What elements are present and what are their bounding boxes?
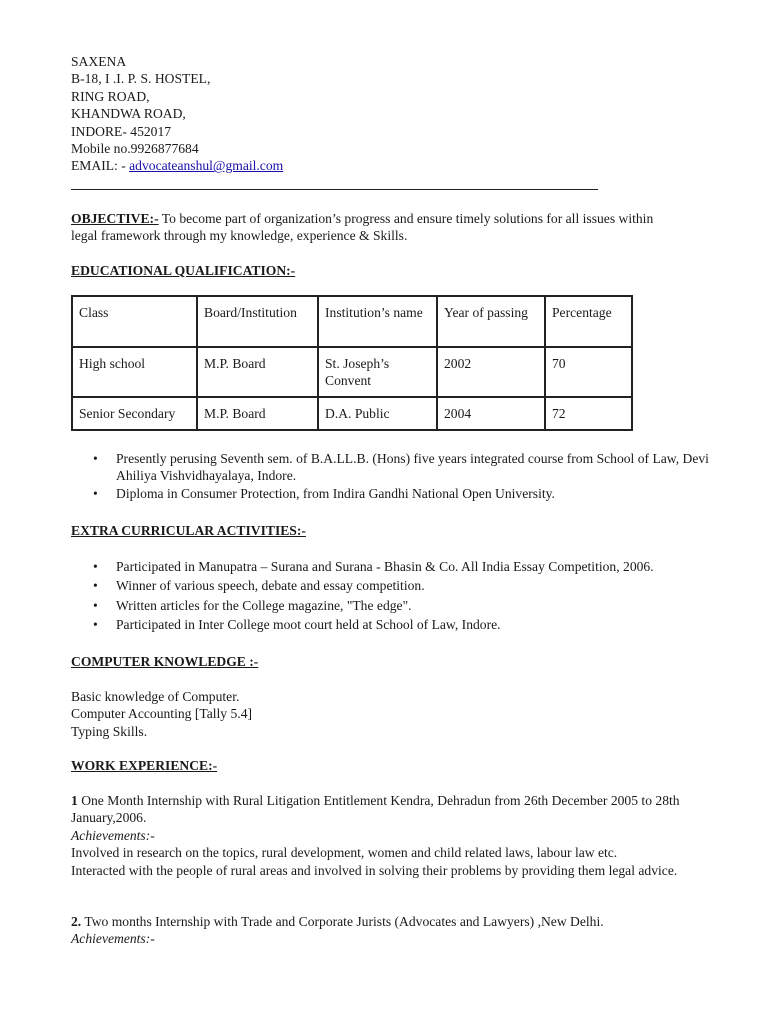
objective-text-2: legal framework through my knowledge, experience & Skills. bbox=[71, 228, 408, 244]
header-cell: Board/Institution bbox=[197, 296, 318, 347]
achievement-text: Involved in research on the topics, rural development, women and child related laws, labour law etc. bbox=[71, 845, 618, 861]
header-cell: Percentage bbox=[545, 296, 632, 347]
table-cell: M.P. Board bbox=[197, 347, 318, 397]
work-item-1 bbox=[71, 792, 721, 879]
table-cell: D.A. Public bbox=[318, 397, 437, 430]
education-table bbox=[71, 295, 633, 431]
item-text: Two months Internship with Trade and Corporate Jurists (Advocates and Lawyers) ,New Delhi. bbox=[81, 914, 604, 929]
education-table-wrap bbox=[71, 295, 633, 431]
table-cell: 2002 bbox=[437, 347, 545, 397]
email-label: EMAIL: - bbox=[71, 158, 130, 174]
header-cell: Institution’s name bbox=[318, 296, 437, 347]
computer-heading: COMPUTER KNOWLEDGE :- bbox=[71, 654, 259, 669]
list-item: • Participated in Manupatra – Surana and Surana - Bhasin & Co. All India Essay Competition, 2006. bbox=[71, 558, 712, 575]
table-row bbox=[72, 397, 632, 430]
header-cell: Class bbox=[72, 296, 197, 347]
email-line bbox=[71, 157, 283, 174]
list-item: • Diploma in Consumer Protection, from Indira Gandhi National Open University. bbox=[71, 485, 712, 502]
table-cell: High school bbox=[72, 347, 197, 397]
list-item: • Written articles for the College magazine, "The edge". bbox=[71, 597, 712, 614]
separator-rule bbox=[71, 189, 598, 190]
computer-line: Typing Skills. bbox=[71, 723, 148, 739]
email-link[interactable]: advocateanshul@gmail.com bbox=[129, 158, 284, 174]
address-line-3: KHANDWA ROAD, bbox=[71, 106, 186, 122]
list-item: • Winner of various speech, debate and essay competition. bbox=[71, 577, 712, 594]
table-cell: Senior Secondary bbox=[72, 397, 197, 430]
table-row bbox=[72, 347, 632, 397]
extra-bullets bbox=[71, 558, 712, 634]
item-number: 1 bbox=[71, 793, 78, 808]
contact-block bbox=[71, 53, 283, 175]
computer-line: Computer Accounting [Tally 5.4] bbox=[71, 706, 253, 722]
list-item: • Participated in Inter College moot court held at School of Law, Indore. bbox=[71, 616, 712, 633]
objective-text: To become part of organization’s progress and ensure timely solutions for all issues within bbox=[158, 211, 654, 226]
list-item: • Presently perusing Seventh sem. of B.A.LL.B. (Hons) five years integrated course from School of Law, Devi Ahiliya Vishvidhayalaya, Indore. bbox=[71, 450, 712, 485]
table-cell: M.P. Board bbox=[197, 397, 318, 430]
item-number: 2. bbox=[71, 914, 82, 929]
education-heading: EDUCATIONAL QUALIFICATION:- bbox=[71, 263, 296, 278]
contact-name: SAXENA bbox=[71, 54, 127, 69]
address-line-1: B-18, I .I. P. S. HOSTEL, bbox=[71, 71, 211, 87]
table-cell: 2004 bbox=[437, 397, 545, 430]
table-cell: 72 bbox=[545, 397, 632, 430]
objective-heading: OBJECTIVE:- bbox=[71, 211, 159, 226]
extra-heading: EXTRA CURRICULAR ACTIVITIES:- bbox=[71, 523, 306, 538]
address-line-2: RING ROAD, bbox=[71, 88, 150, 104]
table-cell: 70 bbox=[545, 347, 632, 397]
achievement-text: Interacted with the people of rural areas and involved in solving their problems by providing them legal advice. bbox=[71, 862, 678, 878]
work-heading: WORK EXPERIENCE:- bbox=[71, 758, 218, 773]
header-cell: Year of passing bbox=[437, 296, 545, 347]
objective-section bbox=[71, 210, 721, 245]
computer-line: Basic knowledge of Computer. bbox=[71, 689, 240, 704]
table-header-row bbox=[72, 296, 632, 347]
achievements-label: Achievements:- bbox=[71, 931, 155, 947]
education-bullets bbox=[71, 450, 712, 502]
address-line-4: INDORE- 452017 bbox=[71, 123, 172, 139]
work-item-2 bbox=[71, 913, 721, 948]
table-cell: St. Joseph’s Convent bbox=[318, 347, 437, 397]
computer-lines bbox=[71, 688, 252, 740]
mobile-number: Mobile no.9926877684 bbox=[71, 141, 199, 157]
item-text: One Month Internship with Rural Litigation Entitlement Kendra, Dehradun from 26th December 2005 to 28th January,2006. bbox=[71, 793, 680, 826]
achievements-label: Achievements:- bbox=[71, 827, 155, 843]
